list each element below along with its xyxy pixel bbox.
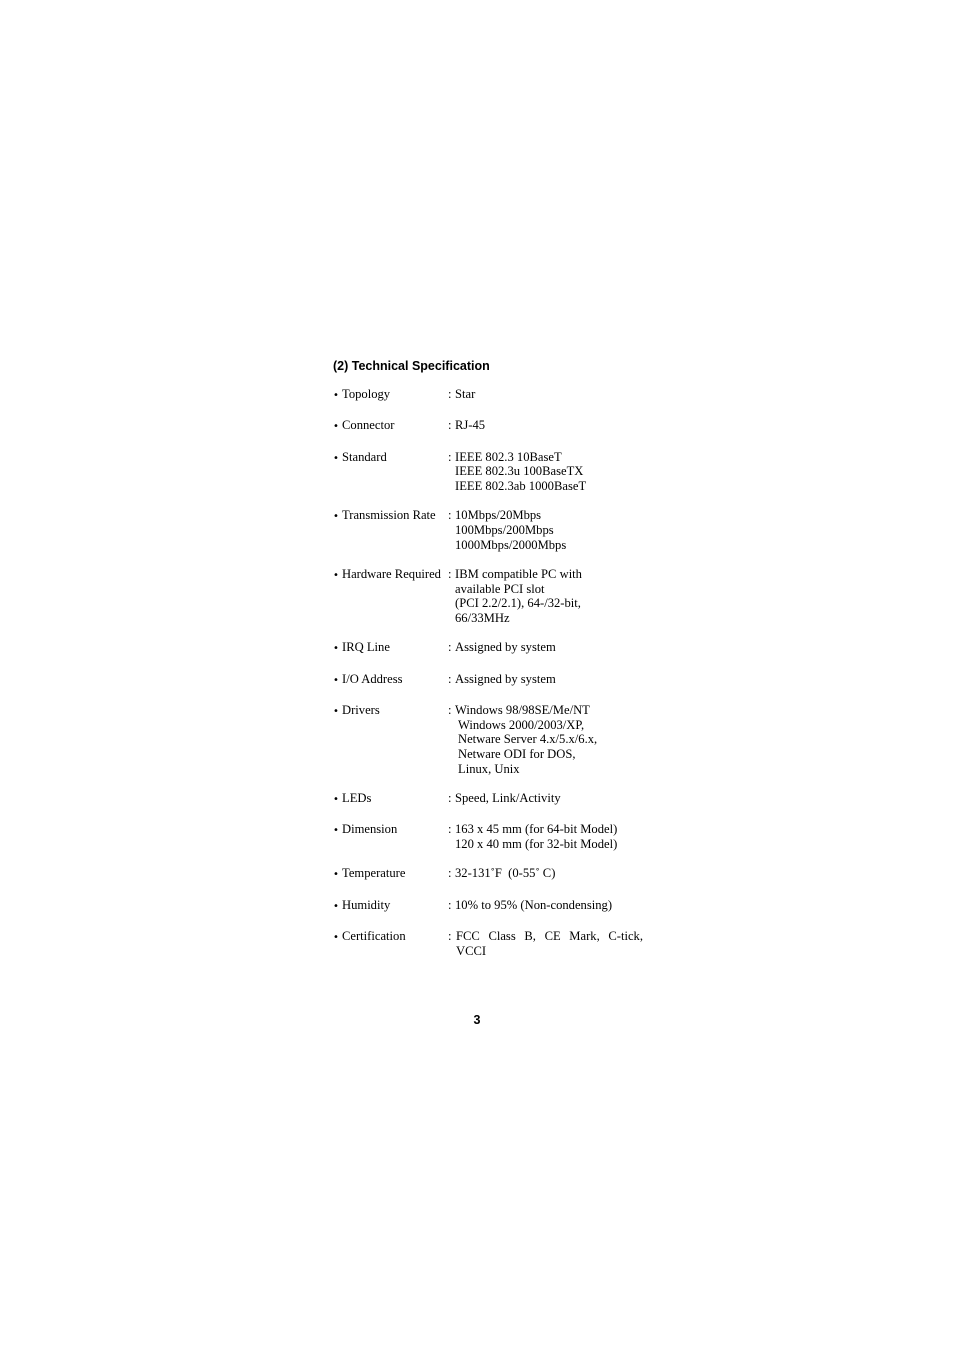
spec-value: : FCC Class B, CE Mark, C-tick, VCCI	[448, 929, 643, 958]
spec-value-line: IBM compatible PC with	[455, 567, 582, 581]
spec-value-line: 163 x 45 mm (for 64-bit Model)	[455, 822, 618, 837]
spec-value: : Windows 98/98SE/Me/NT Windows 2000/2003/XP, Netware Server 4.x/5.x/6.x, Netware ODI for DOS, Linux, Unix	[448, 703, 643, 777]
spec-label: • Temperature	[333, 866, 448, 883]
spec-value-line: RJ-45	[455, 418, 486, 433]
spec-hardware-required	[333, 567, 643, 626]
spec-value: : Assigned by system	[448, 640, 643, 657]
spec-label: • Topology	[333, 387, 448, 404]
bullet-icon: •	[333, 674, 339, 686]
spec-value-line: Windows 98/98SE/Me/NT	[455, 703, 590, 717]
spec-topology	[333, 387, 643, 404]
spec-value: : IEEE 802.3 10BaseT IEEE 802.3u 100BaseTX IEEE 802.3ab 1000BaseT	[448, 450, 643, 494]
spec-value-line: Linux, Unix	[458, 761, 520, 776]
bullet-icon: •	[333, 511, 339, 523]
spec-value-line: IEEE 802.3ab 1000BaseT	[455, 479, 587, 493]
spec-value-line: IEEE 802.3 10BaseT	[455, 449, 562, 464]
spec-dimension	[333, 822, 643, 851]
spec-label: • LEDs	[333, 791, 448, 808]
spec-value-line: Netware ODI for DOS,	[458, 747, 576, 762]
page-number: 3	[473, 1013, 481, 1027]
spec-certification	[333, 929, 643, 958]
spec-value-line: 120 x 40 mm (for 32-bit Model)	[455, 837, 618, 852]
spec-value-line: Assigned by system	[455, 671, 556, 686]
spec-label: • Humidity	[333, 898, 448, 915]
spec-label: • Certification	[333, 929, 448, 958]
bullet-icon: •	[333, 390, 339, 401]
spec-value-line: (PCI 2.2/2.1), 64-/32-bit,	[455, 596, 581, 611]
spec-value-line: Windows 2000/2003/XP,	[458, 717, 585, 732]
spec-value: : 32-131˚F (0-55˚ C)	[448, 866, 643, 883]
spec-label: • Transmission Rate	[333, 508, 448, 552]
spec-label: • Dimension	[333, 822, 448, 851]
spec-value-line: Star	[455, 387, 476, 401]
bullet-icon: •	[333, 706, 339, 717]
spec-value-line: Speed, Link/Activity	[455, 791, 561, 806]
spec-label: • I/O Address	[333, 672, 448, 689]
document-page	[333, 357, 643, 973]
spec-drivers	[333, 703, 643, 777]
spec-value-line: 100Mbps/200Mbps	[455, 523, 554, 537]
spec-leds	[333, 791, 643, 808]
spec-value-line: Assigned by system	[455, 640, 556, 655]
spec-value: : Assigned by system	[448, 672, 643, 689]
spec-io-address	[333, 672, 643, 689]
spec-value-line: 1000Mbps/2000Mbps	[455, 537, 567, 552]
bullet-icon: •	[333, 452, 339, 464]
spec-value-line: 32-131˚F (0-55˚ C)	[455, 866, 556, 881]
spec-label: • Drivers	[333, 703, 448, 777]
spec-value-line: VCCI	[456, 943, 487, 958]
spec-value: : IBM compatible PC with available PCI slot (PCI 2.2/2.1), 64-/32-bit, 66/33MHz	[448, 567, 643, 626]
spec-value-line: 66/33MHz	[455, 611, 510, 626]
section-title: (2) Technical Specification	[333, 359, 490, 373]
bullet-icon: •	[333, 643, 339, 655]
spec-label: • IRQ Line	[333, 640, 448, 657]
spec-value-line: Netware Server 4.x/5.x/6.x,	[458, 732, 598, 747]
spec-value: : RJ-45	[448, 418, 643, 435]
bullet-icon: •	[333, 421, 339, 433]
spec-irq-line	[333, 640, 643, 657]
spec-value-line: 10% to 95% (Non-condensing)	[455, 897, 613, 912]
spec-value: : 10% to 95% (Non-condensing)	[448, 898, 643, 915]
spec-standard	[333, 450, 643, 494]
spec-label: • Hardware Required	[333, 567, 448, 626]
spec-value-line: FCC Class B, CE Mark, C-tick,	[456, 929, 643, 943]
spec-label: • Connector	[333, 418, 448, 435]
bullet-icon: •	[333, 570, 339, 581]
bullet-icon: •	[333, 794, 339, 806]
spec-value-line: IEEE 802.3u 100BaseTX	[455, 464, 584, 479]
bullet-icon: •	[333, 932, 339, 943]
bullet-icon: •	[333, 900, 339, 912]
spec-connector	[333, 418, 643, 435]
spec-value-line: 10Mbps/20Mbps	[455, 508, 542, 523]
spec-temperature	[333, 866, 643, 883]
spec-value: : 163 x 45 mm (for 64-bit Model) 120 x 40 mm (for 32-bit Model)	[448, 822, 643, 851]
spec-value: : Speed, Link/Activity	[448, 791, 643, 808]
spec-humidity	[333, 898, 643, 915]
bullet-icon: •	[333, 825, 339, 837]
spec-label: • Standard	[333, 450, 448, 494]
spec-value: : Star	[448, 387, 643, 404]
spec-transmission-rate	[333, 508, 643, 552]
spec-value-line: available PCI slot	[455, 581, 545, 596]
bullet-icon: •	[333, 869, 339, 881]
spec-value: : 10Mbps/20Mbps 100Mbps/200Mbps 1000Mbps/2000Mbps	[448, 508, 643, 552]
